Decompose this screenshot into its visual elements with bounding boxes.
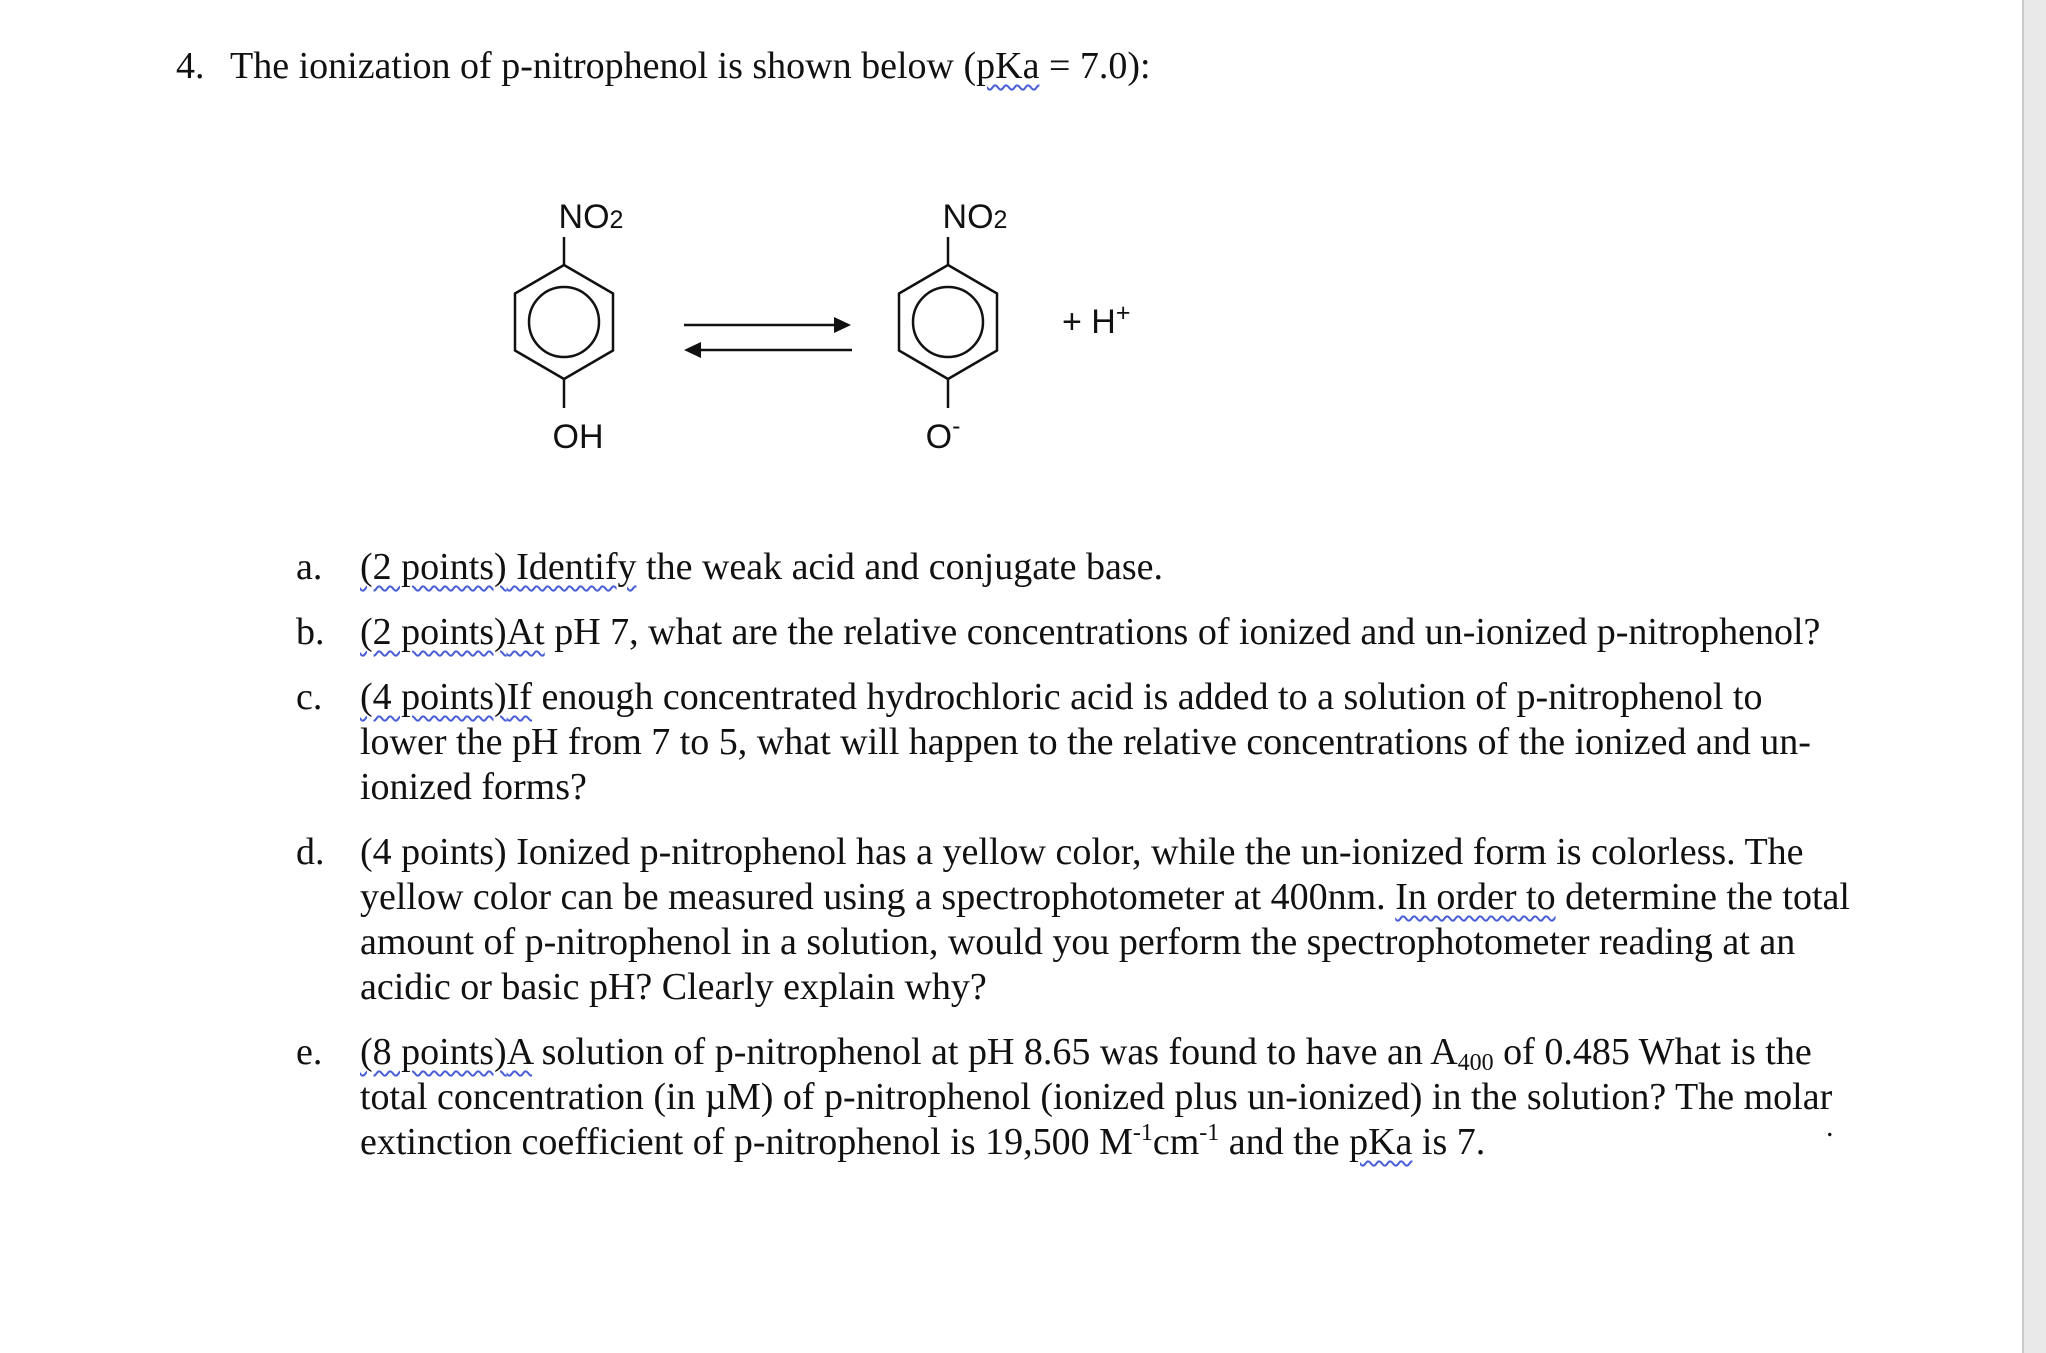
spelling-flag: In order to: [1395, 876, 1556, 918]
title-pka: pKa: [976, 45, 1040, 87]
part-text: pH 7, what are the relative concentrations of ionized and un-ionized p-nitrophenol?: [544, 611, 1821, 653]
part-letter: c.: [296, 676, 323, 718]
proton-label: + H+: [1062, 299, 1131, 341]
title-text-end: = 7.0):: [1039, 45, 1151, 87]
part-text-cont: of 0.485 What is the total concentration (in µM) of p-nitrophenol (ionized plus un-ionized) in the solution? The molar extinction coefficient of p-nitrophenol is 19,500 M: [360, 1031, 1833, 1163]
part-letter: d.: [296, 831, 325, 873]
spelling-flag: A: [506, 1031, 533, 1073]
part-text: solution of p-nitrophenol at pH 8.65 was found to have an A: [532, 1031, 1458, 1073]
part-text: enough concentrated hydrochloric acid is added to a solution of p-nitrophenol to lower the pH from 7 to 5, what will happen to the relative concentrations of the ionized and un-ionized forms?: [360, 676, 1811, 808]
part-b: [296, 610, 1856, 655]
spelling-flag: At: [506, 611, 545, 653]
points-label: (2 points): [360, 546, 507, 588]
part-d: [296, 830, 1856, 1010]
absorbance-subscript: 400: [1457, 1050, 1494, 1076]
part-text: the weak acid and conjugate base.: [636, 546, 1164, 588]
pka-flag: pKa: [1349, 1121, 1413, 1163]
left-oh-label: OH: [552, 418, 604, 456]
left-no2-label: NO2: [558, 198, 624, 236]
part-letter: a.: [296, 546, 323, 588]
part-a: [296, 545, 1856, 590]
equilibrium-arrows: [684, 317, 852, 358]
forward-arrow-head: [834, 317, 851, 333]
points-label: (4 points): [360, 676, 507, 718]
part-text-cont: determine the total amount of p-nitrophenol in a solution, would you perform the spectrophotometer reading at an acidic or basic pH? Clearly explain why?: [360, 876, 1850, 1008]
points-label: (8 points): [360, 1031, 507, 1073]
spelling-flag: Identify: [506, 546, 637, 588]
part-text-and: and the: [1219, 1121, 1350, 1163]
question-number: 4.: [176, 45, 205, 87]
part-c: [296, 675, 1856, 810]
question-parts: [296, 545, 1856, 1185]
reverse-arrow-head: [684, 342, 701, 358]
points-label: (2 points): [360, 611, 507, 653]
right-ring-circle: [913, 287, 983, 357]
part-letter: b.: [296, 611, 325, 653]
cm-exponent: -1: [1199, 1120, 1220, 1146]
p-nitrophenolate-structure: [899, 198, 1007, 456]
part-e: [296, 1030, 1856, 1165]
part-text: (4 points) Ionized p-nitrophenol has a yellow color, while the un-ionized form is colorless. The yellow color can be measured using a spectrophotometer at 400nm.: [360, 831, 1804, 918]
p-nitrophenol-structure: [515, 198, 623, 456]
stray-mark: .: [1826, 1110, 1834, 1143]
right-no2-label: NO2: [942, 198, 1008, 236]
part-letter: e.: [296, 1031, 323, 1073]
part-text-end: is 7.: [1412, 1121, 1486, 1163]
left-ring-circle: [529, 287, 599, 357]
right-o-minus-label: O-: [925, 412, 961, 456]
cm-unit: cm: [1152, 1121, 1200, 1163]
molar-exponent: -1: [1132, 1120, 1153, 1146]
title-text: The ionization of p-nitrophenol is shown below (: [230, 45, 977, 87]
spelling-flag: If: [506, 676, 533, 718]
